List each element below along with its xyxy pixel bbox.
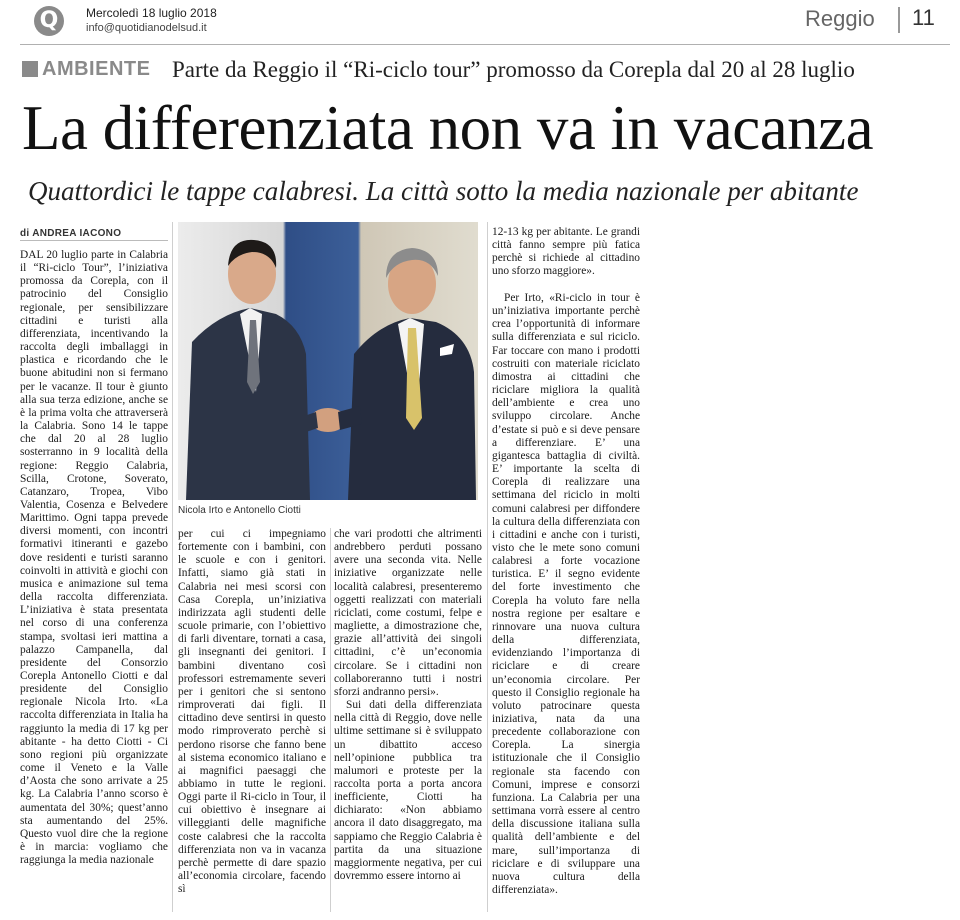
paragraph: per cui ci impegniamo fortemente con i bambini, con le scuole e con i genitori. Infatti, siamo già stati in Calabria nei mesi scorsi con Casa Corepla, un’iniziativa indirizzata agli studenti delle scuole primarie, con l’obiettivo di farli diventare, tornati a casa, gli insegnanti dei genitori. I bambini diventano così professori estremamente severi per i genitori che si sentono rimproverati dai figli. Il cittadino deve sentirsi in questo modo rimproverato perchè si perdono risorse che fanno bene al sistema economico italiano e ai magnifici paesaggi che abbiamo in tutte le regioni. Oggi parte il Ri-ciclo in Tour, il cui obiettivo è insegnare ai villeggianti delle magnifiche coste calabresi che la raccolta differenziata non va in vacanza perchè permette di dare spazio all’economia circolare, facendo sì: [178, 528, 326, 896]
paragraph: DAL 20 luglio parte in Calabria il “Ri-ciclo Tour”, l’iniziativa promossa da Corepla, con il patrocinio del Consiglio regionale, per sensibilizzare cittadini e turisti alla differenziata, incentivando la raccolta degli imballaggi in plastica e ricordando che le buone abitudini non si fermano per le vacanze. Il tour è giunto alla sua terza edizione, anche se è la prima volta che attraverserà la Calabria. Sono 14 le tappe che dal 20 al 28 luglio sosterranno in 9 località della regione: Reggio Calabria, Scilla, Crotone, Soverato, Catanzaro, Tropea, Vibo Valentia, Cosenza e Belvedere Marittimo. Ogni tappa prevede diversi momenti, con incontri formativi itineranti e gazebo dove residenti e turisti saranno coinvolti in attività e giochi con musica e animazione sul tema della raccolta differenziata. L’iniziativa è stata presentata nel corso di una conferenza stampa, svoltasi ieri mattina a palazzo Campanella, dal presidente del Consorzio Corepla Antonello Ciotti e dal presidente del Consiglio regionale Nicola Irto. «La raccolta differenziata in Italia ha raggiunto la media di 17 kg per abitante - ha detto Ciotti - Ci sono regioni più organizzate come il Veneto e la Valle d’Aosta che sono arrivate a 25 kg. La Calabria l’anno scorso è aumentata del 30%; quest’anno sta aumentando del 25%. Questo vuol dire che la regione è in marcia: vogliamo che raggiunga la media nazionale: [20, 249, 168, 867]
byline-rule: [20, 240, 168, 241]
paragraph: Sui dati della differenziata nella città di Reggio, dove nelle ultime settimane si è sviluppato un dibattito acceso nell’opinione pubblica tra malumori e proteste per la raccolta porta a porta ancora inefficiente, Ciotti ha dichiarato: «Non abbiamo ancora il dato disaggregato, ma sappiamo che Reggio Calabria è partita da una situazione maggiormente negativa, per cui dovremmo essere intorno ai: [334, 699, 482, 883]
article-photo: [178, 222, 478, 500]
issue-date: Mercoledì 18 luglio 2018: [86, 6, 217, 20]
contact-email: info@quotidianodelsud.it: [86, 22, 207, 34]
article-kicker: Parte da Reggio il “Ri-ciclo tour” promosso da Corepla dal 20 al 28 luglio: [172, 57, 855, 82]
article-subhead: Quattordici le tappe calabresi. La città sotto la media nazionale per abitante: [28, 176, 859, 206]
article-column-4: [492, 226, 640, 279]
topic-tag: [22, 58, 150, 80]
photo-illustration: [178, 222, 478, 500]
header-divider: [898, 7, 900, 33]
article-byline: di ANDREA IACONO: [20, 228, 122, 239]
newspaper-logo: Q: [34, 6, 64, 36]
topic-label: AMBIENTE: [42, 57, 151, 80]
paragraph: 12-13 kg per abitante. Le grandi città fanno sempre più fatica perchè si richiede al cittadino uno sforzo maggiore».: [492, 226, 640, 278]
paragraph: che vari prodotti che altrimenti andrebbero perduti possano avere una seconda vita. Nelle iniziative organizzate nelle località calabresi, presenteremo oggetti realizzati con materiali riciclati, come costumi, felpe e magliette, a dimostrazione che, grazie all’attività dei singoli cittadini, c’è un’economia circolare. Se i cittadini non collaboreranno tutti i nostri sforzi andranno persi».: [334, 528, 482, 698]
section-name: Reggio: [805, 6, 875, 31]
article-column-2: [178, 528, 326, 896]
column-divider: [172, 222, 173, 912]
article-column-3: [334, 528, 482, 883]
column-divider: [487, 222, 488, 912]
page-number: 11: [912, 5, 935, 30]
paragraph: Per Irto, «Ri-ciclo in tour è un’iniziativa importante perchè crea l’opportunità di informare sulla differenziata e sul riciclo. Far toccare con mano i prodotti costruiti con materiale riciclato dimostra ai cittadini che riciclare migliora la qualità dell’ambiente e crea uno sviluppo circolare. Anche d’estate si può e si deve pensare a differenziare. E’ una gigantesca battaglia di civiltà. E’ importante la scelta di Corepla di realizzare una settimana del riciclo in molti comuni calabresi per diffondere la cultura della differenziata con i cittadini e anche con i turisti, visto che le mete sono comuni calabresi a forte vocazione turistica. E’ il segno evidente del forte investimento che Corepla ha voluto fare nella nostra regione per esaltare e rinnovare una nuova cultura della differenziata, evidenziando l’importanza di riciclare e di creare un’economia circolare. Per questo il Consiglio regionale ha voluto patrocinare questa iniziativa, nata da una precedente collaborazione con Corepla. La sinergia istituzionale che il Consiglio regionale sta facendo con Comuni, imprese e consorzi funziona. La Calabria per una settimana vorrà essere al centro della discussione italiana sulla qualità dell’ambiente e del mare, sull’importanza di riciclare e di sviluppare una nuova cultura della differenziata».: [492, 292, 640, 897]
article-column-1: [20, 249, 168, 867]
column-divider: [330, 528, 331, 912]
article-headline: La differenziata non va in vacanza: [22, 93, 874, 163]
topic-square-icon: [22, 61, 38, 77]
header-rule: [20, 44, 950, 45]
page-header: [0, 0, 960, 46]
photo-caption: Nicola Irto e Antonello Ciotti: [178, 505, 301, 516]
article-column-4-continued: [492, 292, 640, 904]
